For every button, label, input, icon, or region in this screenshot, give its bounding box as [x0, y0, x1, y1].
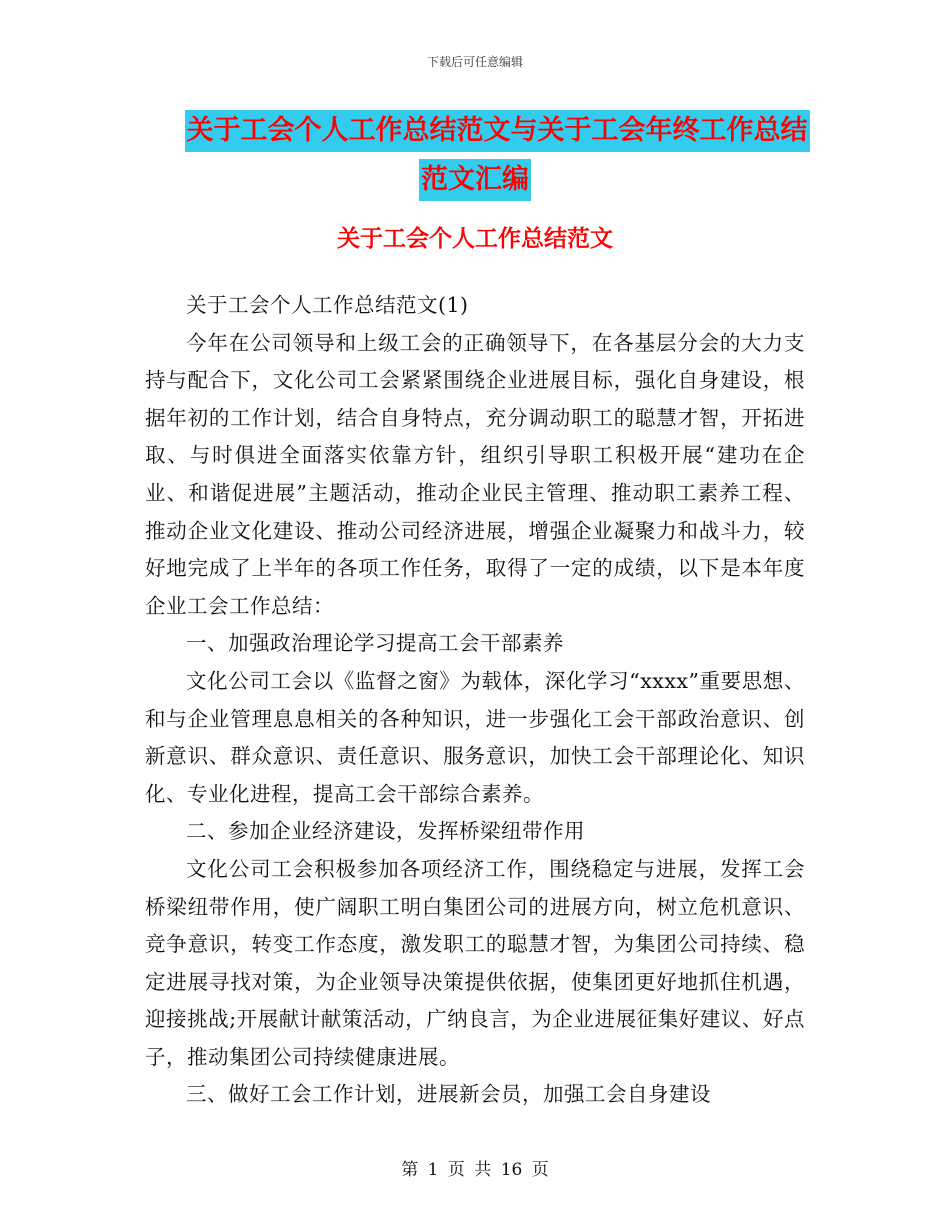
- paragraph: 文化公司工会以《监督之窗》为载体，深化学习“xxxx”重要思想、和与企业管理息息相关的各种知识，进一步强化工会干部政治意识、创新意识、群众意识、责任意识、服务意识，加快工会干部理论化、知识化、专业化进程，提高工会干部综合素养。: [145, 668, 805, 806]
- page-number-footer: 第 1 页 共 16 页: [401, 1160, 549, 1180]
- paragraph-heading: 二、参加企业经济建设，发挥桥梁纽带作用: [186, 819, 585, 844]
- paragraph-heading: 三、做好工会工作计划，进展新会员，加强工会自身建设: [186, 1082, 711, 1107]
- header-note: 下载后可任意编辑: [426, 55, 523, 69]
- section-title: 关于工会个人工作总结范文: [337, 226, 613, 252]
- title-highlight-1: 关于工会个人工作总结范文与关于工会年终工作总结: [185, 110, 810, 152]
- document-title: [0, 108, 950, 203]
- paragraph: 文化公司工会积极参加各项经济工作，围绕稳定与进展，发挥工会桥梁纽带作用，使广阔职工明白集团公司的进展方向，树立危机意识、竞争意识，转变工作态度，激发职工的聪慧才智，为集团公司持续、稳定进展寻找对策，为企业领导决策提供依据，使集团更好地抓住机遇，迎接挑战;开展献计献策活动，广纳良言，为企业进展征集好建议、好点子，推动集团公司持续健康进展。: [145, 856, 805, 1069]
- title-line-2: [0, 157, 950, 203]
- paragraph: 今年在公司领导和上级工会的正确领导下，在各基层分会的大力支持与配合下，文化公司工会紧紧围绕企业进展目标，强化自身建设，根据年初的工作计划，结合自身特点，充分调动职工的聪慧才智，开拓进取、与时俱进全面落实依靠方针，组织引导职工积极开展“建功在企业、和谐促进展”主题活动，推动企业民主管理、推动职工素养工程、推动企业文化建设、推动公司经济进展，增强企业凝聚力和战斗力，较好地完成了上半年的各项工作任务，取得了一定的成绩，以下是本年度企业工会工作总结：: [145, 330, 805, 618]
- paragraph-heading: 一、加强政治理论学习提高工会干部素养: [186, 631, 564, 656]
- document-body: [145, 287, 805, 1114]
- title-highlight-2: 范文汇编: [419, 159, 531, 201]
- paragraph-subtitle: 关于工会个人工作总结范文(1): [186, 293, 469, 317]
- title-line-1: [0, 108, 950, 154]
